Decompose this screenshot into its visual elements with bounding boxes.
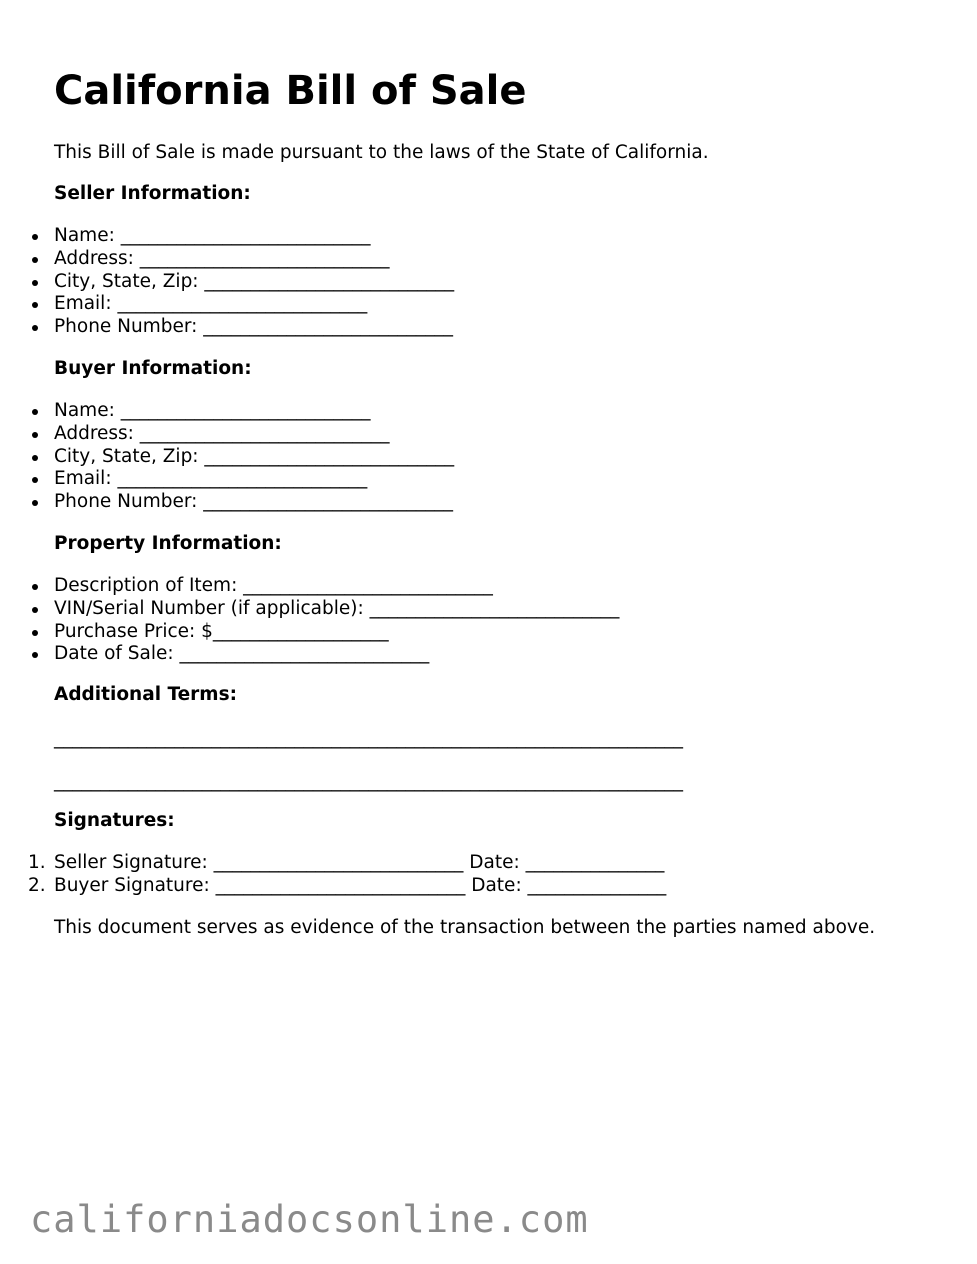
- list-item: VIN/Serial Number (if applicable): ___________________________: [6, 598, 619, 621]
- list-item: [6, 875, 666, 898]
- list-item: Address: ___________________________: [6, 423, 454, 446]
- watermark-text: californiadocsonline.com: [30, 1198, 589, 1241]
- seller-list: [6, 225, 454, 339]
- buyer-list: [6, 400, 454, 514]
- list-item: Name: ___________________________: [6, 400, 454, 423]
- list-item: Name: ___________________________: [6, 225, 454, 248]
- intro-paragraph: This Bill of Sale is made pursuant to the laws of the State of California.: [54, 142, 709, 163]
- list-item: Phone Number: ___________________________: [6, 316, 454, 339]
- property-list: [6, 575, 619, 666]
- item-text: Buyer Signature: ___________________________ Date: _______________: [54, 874, 667, 896]
- buyer-heading: Buyer Information:: [54, 358, 252, 379]
- terms-line: ____________________________________________________________________: [54, 771, 683, 792]
- list-item: Purchase Price: $___________________: [6, 621, 619, 644]
- property-heading: Property Information:: [54, 533, 282, 554]
- list-item: City, State, Zip: ___________________________: [6, 271, 454, 294]
- document-title: California Bill of Sale: [54, 68, 527, 114]
- terms-line: ____________________________________________________________________: [54, 728, 683, 749]
- item-number: 2.: [28, 874, 46, 896]
- list-item: Address: ___________________________: [6, 248, 454, 271]
- list-item: Date of Sale: ___________________________: [6, 643, 619, 666]
- signatures-list: [6, 852, 666, 898]
- list-item: City, State, Zip: ___________________________: [6, 446, 454, 469]
- closing-paragraph: This document serves as evidence of the transaction between the parties named above.: [54, 917, 876, 938]
- list-item: Phone Number: ___________________________: [6, 491, 454, 514]
- terms-heading: Additional Terms:: [54, 684, 237, 705]
- list-item: Email: ___________________________: [6, 468, 454, 491]
- list-item: [6, 852, 666, 875]
- item-number: 1.: [28, 852, 46, 873]
- seller-heading: Seller Information:: [54, 183, 251, 204]
- item-text: Seller Signature: ___________________________ Date: _______________: [54, 852, 665, 873]
- list-item: Email: ___________________________: [6, 293, 454, 316]
- signatures-heading: Signatures:: [54, 810, 175, 831]
- list-item: Description of Item: ___________________________: [6, 575, 619, 598]
